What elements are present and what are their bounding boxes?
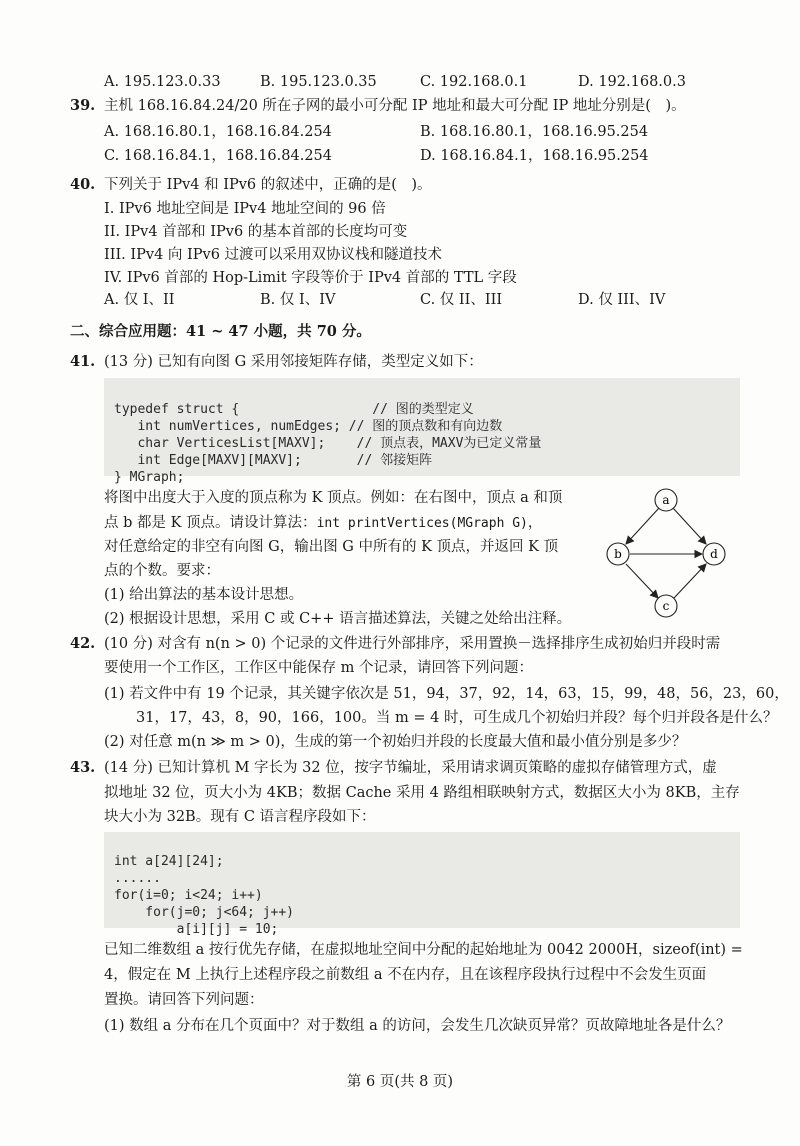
q38-option-a: A. 195.123.0.33 [104,74,221,90]
q41-code-line: typedef struct { // 图的类型定义 [114,402,474,417]
q41-stem: (13 分) 已知有向图 G 采用邻接矩阵存储，类型定义如下： [104,354,483,370]
q40-statement-1: I. IPv6 地址空间是 IPv4 地址空间的 96 倍 [104,201,386,217]
q43-code-line: int a[24][24]; [114,854,224,869]
q40-option-b: B. 仅 I、IV [260,292,336,308]
q43-line-2: 拟地址 32 位，页大小为 4KB；数据 Cache 采用 4 路组相联映射方式，数据区大小为 8KB，主存 [104,785,740,801]
q41-code-block [104,378,740,485]
node-label: a [662,493,670,507]
graph-node-b [607,543,629,565]
q43-para-line-3: 置换。请回答下列问题： [104,992,264,1008]
q39-option-d: D. 168.16.84.1，168.16.95.254 [420,148,649,164]
q41-para-line-4: 点的个数。要求： [104,563,220,579]
q40-stem: 下列关于 IPv4 和 IPv6 的叙述中，正确的是( )。 [104,177,432,193]
q43-code-line: for(i=0; i<24; i++) [114,888,263,903]
q43-code-line: ...... [114,871,161,886]
node-label: d [710,547,718,561]
q42-line-1: (10 分) 对含有 n(n > 0) 个记录的文件进行外部排序，采用置换－选择排序生成初始归并段时需 [104,636,721,652]
node-label: b [614,547,622,561]
q39-option-a: A. 168.16.80.1，168.16.84.254 [104,124,332,140]
q40-option-d: D. 仅 III、IV [578,292,666,308]
edge-c-d [674,564,706,598]
edge-a-d [673,508,706,544]
edge-a-b [626,508,659,544]
q43-para-line-1: 已知二维数组 a 按行优先存储，在虚拟地址空间中分配的起始地址为 0042 2000H，sizeof(int) = [104,942,743,958]
q41-para-text: 点 b 都是 K 顶点。请设计算法： [104,515,317,531]
q39-option-c: C. 168.16.84.1，168.16.84.254 [104,148,333,164]
q41-code-line: int numVertices, numEdges; // 图的顶点数和有向边数 [114,419,503,434]
q41-para-line-2 [104,513,542,534]
q43-line-1: (14 分) 已知计算机 M 字长为 32 位，按字节编址，采用请求调页策略的虚拟存储管理方式，虚 [104,760,717,776]
q41-para-line-1: 将图中出度大于入度的顶点称为 K 顶点。例如：在右图中，顶点 a 和顶 [104,490,563,506]
page-footer: 第 6 页(共 8 页) [346,1074,454,1090]
q41-para-text: ， [527,515,543,531]
q38-option-d: D. 192.168.0.3 [578,74,686,90]
q40-number: 40. [70,176,96,193]
q40-statement-2: II. IPv4 首部和 IPv6 的基本首部的长度均可变 [104,224,408,240]
section-2-heading: 二、综合应用题：41 ~ 47 小题，共 70 分。 [70,323,371,340]
q42-number: 42. [70,635,96,652]
q42-subquestion-1b: 31，17，43，8，90，166，100。当 m = 4 时，可生成几个初始归并段？每个归并段各是什么？ [136,710,778,726]
q39-number: 39. [70,97,96,114]
q39-option-b: B. 168.16.80.1，168.16.95.254 [420,124,649,140]
graph-node-a [655,489,677,511]
q38-option-b: B. 195.123.0.35 [260,74,377,90]
graph-node-c [655,595,677,617]
q43-code-line: a[i][j] = 10; [114,922,279,937]
q40-statement-3: III. IPv4 向 IPv6 过渡可以采用双协议栈和隧道技术 [104,247,443,263]
q39-stem: 主机 168.16.84.24/20 所在子网的最小可分配 IP 地址和最大可分配 IP 地址分别是( )。 [104,98,686,114]
edge-b-c [626,564,658,598]
q41-function-signature: int printVertices(MGraph G) [316,516,528,531]
q41-directed-graph [596,484,744,624]
q40-statement-4: IV. IPv6 首部的 Hop-Limit 字段等价于 IPv4 首部的 TTL 字段 [104,270,517,286]
q41-requirement-1: (1) 给出算法的基本设计思想。 [104,587,304,603]
node-label: c [662,599,670,613]
q43-line-3: 块大小为 32B。现有 C 语言程序段如下： [104,809,376,825]
q43-para-line-2: 4，假定在 M 上执行上述程序段之前数组 a 不在内存，且在该程序段执行过程中不会发生页面 [104,967,707,983]
q41-number: 41. [70,353,96,370]
q41-requirement-2: (2) 根据设计思想，采用 C 或 C++ 语言描述算法，关键之处给出注释。 [104,611,572,627]
q43-number: 43. [70,759,96,776]
q43-code-block [104,832,740,937]
q42-line-2: 要使用一个工作区，工作区中能保存 m 个记录，请回答下列问题： [104,660,533,676]
q41-para-line-3: 对任意给定的非空有向图 G，输出图 G 中所有的 K 顶点，并返回 K 顶 [104,539,559,555]
q42-subquestion-1a: (1) 若文件中有 19 个记录，其关键字依次是 51，94，37，92，14，63，15，99，48，56，23，60， [104,686,789,702]
q38-option-c: C. 192.168.0.1 [420,74,528,90]
q41-code-line: } MGraph; [114,470,185,485]
graph-node-d [703,543,725,565]
q42-subquestion-2: (2) 对任意 m(n ≫ m > 0)，生成的第一个初始归并段的长度最大值和最小值分别是多少？ [104,734,687,750]
q43-code-line: for(j=0; j<64; j++) [114,905,295,920]
q41-code-line: int Edge[MAXV][MAXV]; // 邻接矩阵 [114,453,433,468]
q41-code-line: char VerticesList[MAXV]; // 顶点表，MAXV为已定义常量 [114,436,542,451]
q40-option-a: A. 仅 I、II [104,292,175,308]
q43-subquestion-1: (1) 数组 a 分布在几个页面中？对于数组 a 的访问，会发生几次缺页异常？页故障地址各是什么？ [104,1018,731,1034]
q40-option-c: C. 仅 II、III [420,292,503,308]
